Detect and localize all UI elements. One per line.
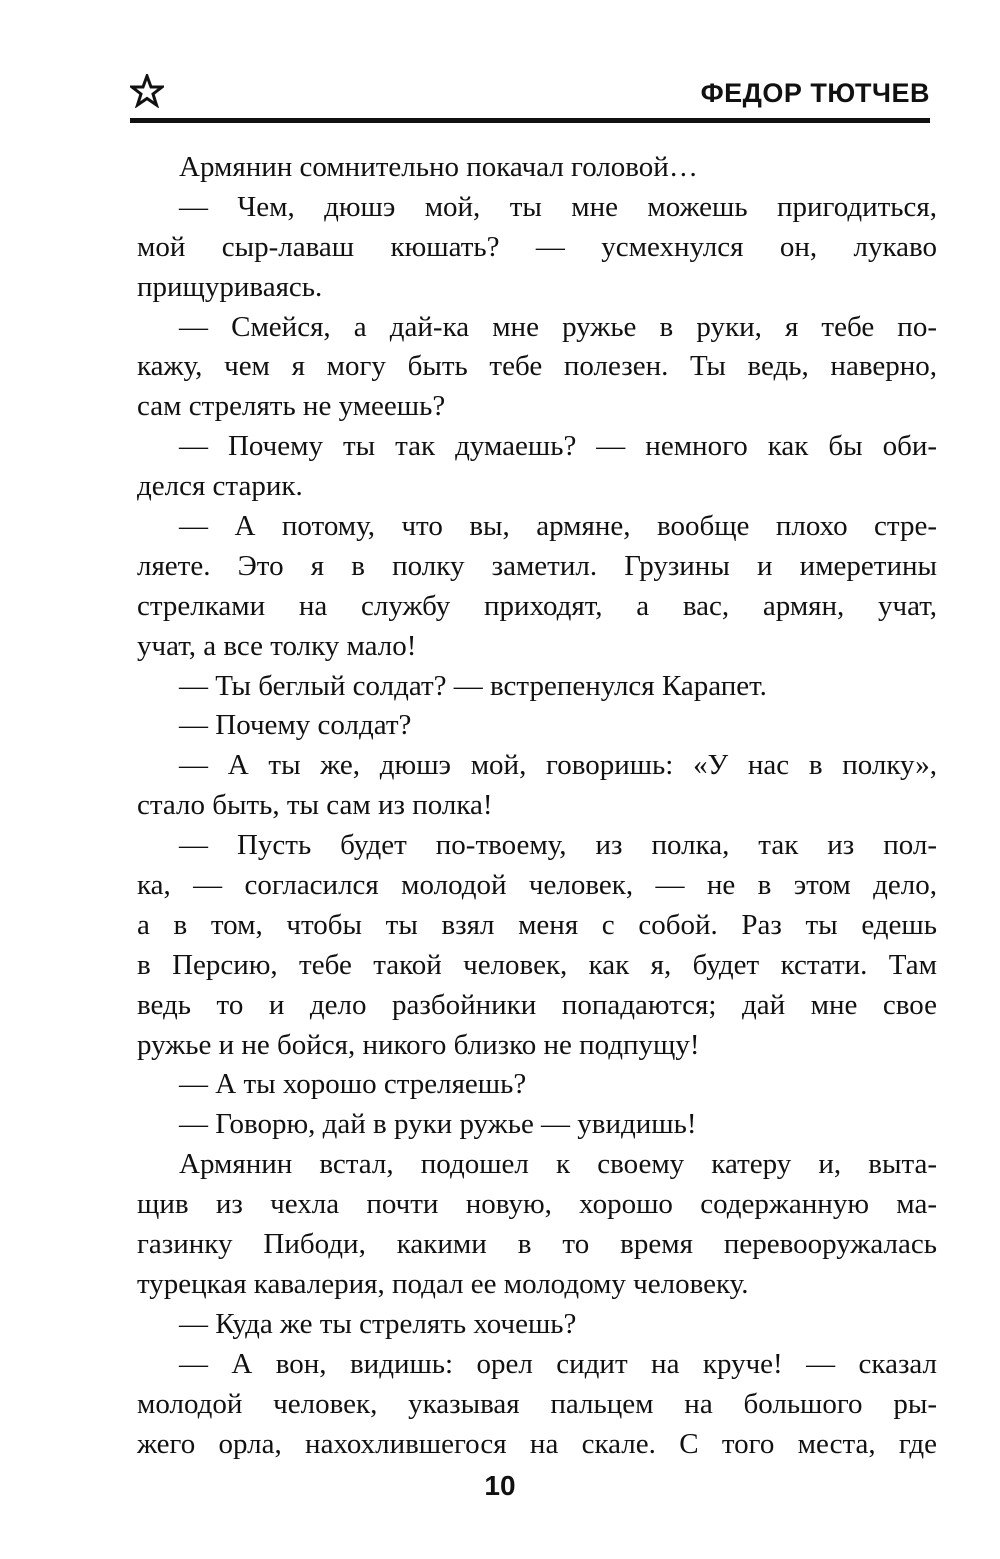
text-line: ка, — согласился молодой человек, — не в этом дело, bbox=[137, 869, 937, 902]
text-line: а в том, чтобы ты взял меня с собой. Раз ты едешь bbox=[137, 908, 937, 941]
text-line: жего орла, нахохлившегося на скале. С того места, где bbox=[137, 1427, 937, 1460]
text-line: делся старик. bbox=[137, 470, 303, 503]
text-line: — Почему солдат? bbox=[179, 709, 412, 742]
text-line: Армянин сомнительно покачал головой… bbox=[179, 151, 698, 183]
text-line: в Персию, тебе такой человек, как я, будет кстати. Там bbox=[137, 948, 937, 981]
running-header bbox=[130, 68, 930, 124]
text-line: турецкая кавалерия, подал ее молодому человеку. bbox=[137, 1267, 749, 1300]
body-text bbox=[137, 148, 937, 1464]
text-line: — Почему ты так думаешь? — немного как бы оби- bbox=[179, 430, 937, 463]
star-icon bbox=[130, 74, 164, 108]
text-line: — Куда же ты стрелять хочешь? bbox=[179, 1307, 577, 1340]
text-line: стало быть, ты сам из полка! bbox=[137, 789, 493, 822]
author-name: ФЕДОР ТЮТЧЕВ bbox=[700, 78, 930, 108]
text-line: стрелками на службу приходят, а вас, армян, учат, bbox=[137, 589, 937, 622]
text-line: Армянин встал, подошел к своему катеру и, выта- bbox=[179, 1148, 937, 1181]
text-line: щив из чехла почти новую, хорошо содержанную ма- bbox=[137, 1188, 937, 1221]
text-line: — А ты же, дюшэ мой, говоришь: «У нас в полку», bbox=[179, 749, 937, 782]
text-line: ведь то и дело разбойники попадаются; дай мне свое bbox=[137, 988, 937, 1021]
text-line: газинку Пибоди, какими в то время перевооружалась bbox=[137, 1228, 937, 1261]
text-line: ружье и не бойся, никого близко не подпущу! bbox=[137, 1028, 700, 1061]
text-line: молодой человек, указывая пальцем на большого ры- bbox=[137, 1387, 937, 1420]
text-line: учат, а все толку мало! bbox=[137, 629, 417, 662]
text-line: прищуриваясь. bbox=[137, 270, 323, 303]
text-line: — А потому, что вы, армяне, вообще плохо стре- bbox=[179, 510, 937, 543]
text-line: — А ты хорошо стреляешь? bbox=[179, 1068, 527, 1101]
text-line: — Ты беглый солдат? — встрепенулся Карапет. bbox=[179, 669, 767, 702]
text-line: кажу, чем я могу быть тебе полезен. Ты ведь, наверно, bbox=[137, 350, 937, 383]
text-line: — Пусть будет по-твоему, из полка, так из пол- bbox=[179, 829, 937, 862]
text-line: сам стрелять не умеешь? bbox=[137, 390, 446, 423]
text-line: — Чем, дюшэ мой, ты мне можешь пригодиться, bbox=[179, 190, 937, 223]
text-line: — Говорю, дай в руки ружье — увидишь! bbox=[179, 1108, 697, 1141]
text-line: ляете. Это я в полку заметил. Грузины и имеретины bbox=[137, 549, 937, 582]
page-number: 10 bbox=[484, 1470, 516, 1501]
text-line: мой сыр-лаваш кюшать? — усмехнулся он, лукаво bbox=[137, 230, 937, 263]
text-line: — Смейся, а дай-ка мне ружье в руки, я тебе по- bbox=[179, 310, 937, 343]
header-rule bbox=[130, 118, 930, 123]
text-line: — А вон, видишь: орел сидит на круче! — сказал bbox=[179, 1347, 937, 1380]
